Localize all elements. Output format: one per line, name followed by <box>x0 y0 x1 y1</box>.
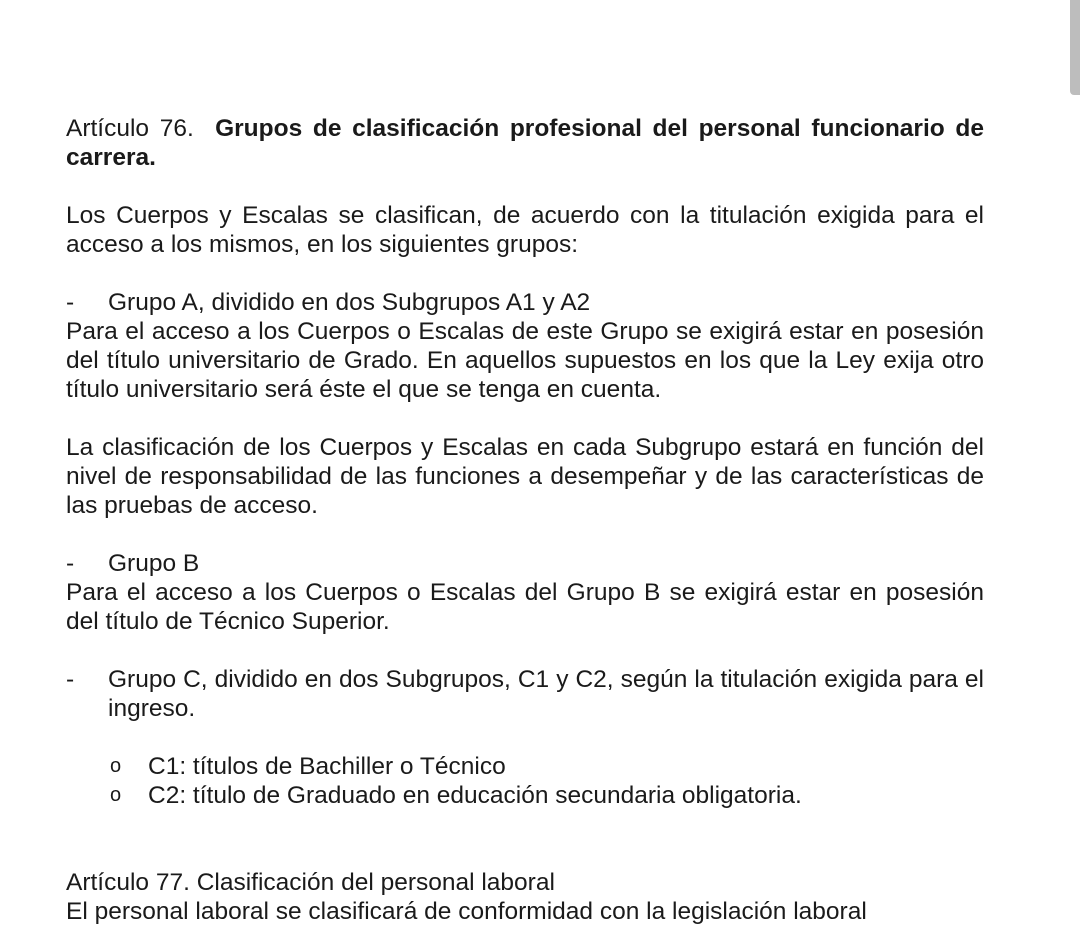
circle-bullet: o <box>110 784 122 806</box>
document-page <box>66 114 984 926</box>
grupo-c-sublist <box>66 752 984 810</box>
subitem-c2: C2: título de Graduado en educación secundaria obligatoria. <box>148 782 802 809</box>
list-item <box>110 752 984 781</box>
list-item <box>110 781 984 810</box>
article-77-heading: Artículo 77. Clasificación del personal laboral <box>66 869 555 896</box>
dash-bullet: - <box>66 289 75 316</box>
scrollbar-thumb[interactable] <box>1070 0 1080 95</box>
dash-bullet: - <box>66 666 75 693</box>
grupo-a-item <box>66 288 984 317</box>
grupo-b-text: Para el acceso a los Cuerpos o Escalas del Grupo B se exigirá estar en posesión del título de Técnico Superior. <box>66 579 984 635</box>
circle-bullet: o <box>110 755 122 777</box>
clasificacion-paragraph: La clasificación de los Cuerpos y Escalas en cada Subgrupo estará en función del nivel de responsabilidad de las funciones a desempeñar y de las características de las pruebas de acceso. <box>66 434 984 519</box>
grupo-b-item <box>66 549 984 578</box>
subitem-c1: C1: títulos de Bachiller o Técnico <box>148 753 506 780</box>
article-77-text: El personal laboral se clasificará de conformidad con la legislación laboral <box>66 898 867 925</box>
article-76-number: Artículo 76. <box>66 115 194 142</box>
grupo-b-heading: Grupo B <box>108 550 200 577</box>
grupo-a-text: Para el acceso a los Cuerpos o Escalas de este Grupo se exigirá estar en posesión del título universitario de Grado. En aquellos supuestos en los que la Ley exija otro título universitario será éste el que se tenga en cuenta. <box>66 318 984 403</box>
intro-paragraph: Los Cuerpos y Escalas se clasifican, de acuerdo con la titulación exigida para el acceso a los mismos, en los siguientes grupos: <box>66 202 984 258</box>
dash-bullet: - <box>66 550 75 577</box>
article-76-heading <box>66 114 984 172</box>
grupo-c-item <box>66 665 984 723</box>
grupo-c-heading: Grupo C, dividido en dos Subgrupos, C1 y C2, según la titulación exigida para el ingreso. <box>108 666 984 722</box>
grupo-a-heading: Grupo A, dividido en dos Subgrupos A1 y A2 <box>108 289 591 316</box>
article-76-title: Grupos de clasificación profesional del personal funcionario de carrera. <box>66 115 984 171</box>
